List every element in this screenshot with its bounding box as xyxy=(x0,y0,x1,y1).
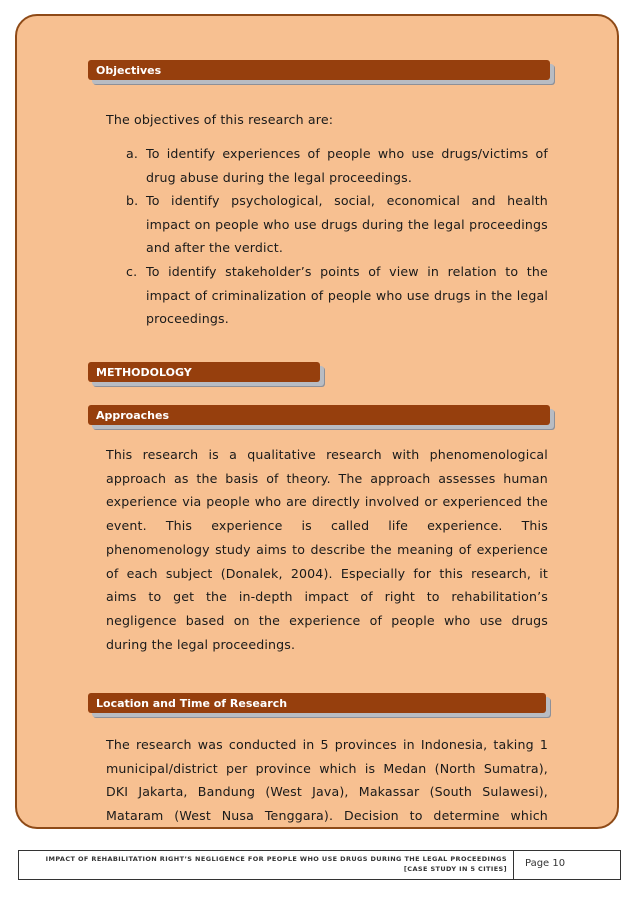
objective-item-line: and after the verdict. xyxy=(146,240,283,256)
footer-title-line1: IMPACT OF REHABILITATION RIGHT’S NEGLIGENCE FOR PEOPLE WHO USE DRUGS DURING THE LEGAL PROCEEDINGS xyxy=(45,855,507,863)
objectives-heading: Objectives xyxy=(88,60,550,80)
objectives-intro: The objectives of this research are: xyxy=(106,112,334,127)
paragraph-line: phenomenology study aims to describe the meaning of experience xyxy=(106,541,548,557)
paragraph-line: of each subject (Donalek, 2004). Especially for this research, it xyxy=(106,565,548,581)
methodology-heading: METHODOLOGY xyxy=(88,362,320,382)
approaches-heading: Approaches xyxy=(88,405,550,425)
objective-marker: c. xyxy=(126,264,138,279)
objective-item-line: To identify stakeholder’s points of view in relation to the xyxy=(146,264,548,279)
location-heading: Location and Time of Research xyxy=(88,693,546,713)
paragraph-line: This research is a qualitative research with phenomenological xyxy=(106,447,548,462)
page-footer xyxy=(18,850,621,880)
objective-item-line: To identify experiences of people who use drugs/victims of xyxy=(146,146,548,161)
objective-item-line: impact on people who use drugs during the legal proceedings xyxy=(146,216,548,232)
footer-title-line2: [CASE STUDY IN 5 CITIES] xyxy=(403,865,507,873)
page-number: Page 10 xyxy=(525,858,566,869)
footer-title xyxy=(19,854,507,874)
paragraph-line: municipal/district per province which is Medan (North Sumatra), xyxy=(106,760,548,776)
paragraph-line: DKI Jakarta, Bandung (West Java), Makassar (South Sulawesi), xyxy=(106,784,548,800)
footer-divider xyxy=(513,851,514,879)
paragraph-line: The research was conducted in 5 provinces in Indonesia, taking 1 xyxy=(106,737,548,752)
objective-item-line: To identify psychological, social, economical and health xyxy=(146,193,548,209)
objective-marker: b. xyxy=(126,193,139,209)
paragraph-line: negligence based on the experience of people who use drugs xyxy=(106,612,548,628)
objective-item-line: impact of criminalization of people who use drugs in the legal xyxy=(146,287,548,303)
paragraph-line: during the legal proceedings. xyxy=(106,636,296,652)
paragraph-line: experience via people who are directly involved or experienced the xyxy=(106,494,548,510)
paragraph-line: approach as the basis of theory. The approach assesses human xyxy=(106,470,548,486)
paragraph-line: aims to get the in-depth impact of right to rehabilitation’s xyxy=(106,589,548,605)
objective-item-line: proceedings. xyxy=(146,311,229,327)
objective-marker: a. xyxy=(126,146,139,161)
objective-item-line: drug abuse during the legal proceedings. xyxy=(146,169,412,185)
paragraph-line: Mataram (West Nusa Tenggara). Decision to determine which xyxy=(106,807,548,823)
paragraph-line: event. This experience is called life experience. This xyxy=(106,518,548,534)
